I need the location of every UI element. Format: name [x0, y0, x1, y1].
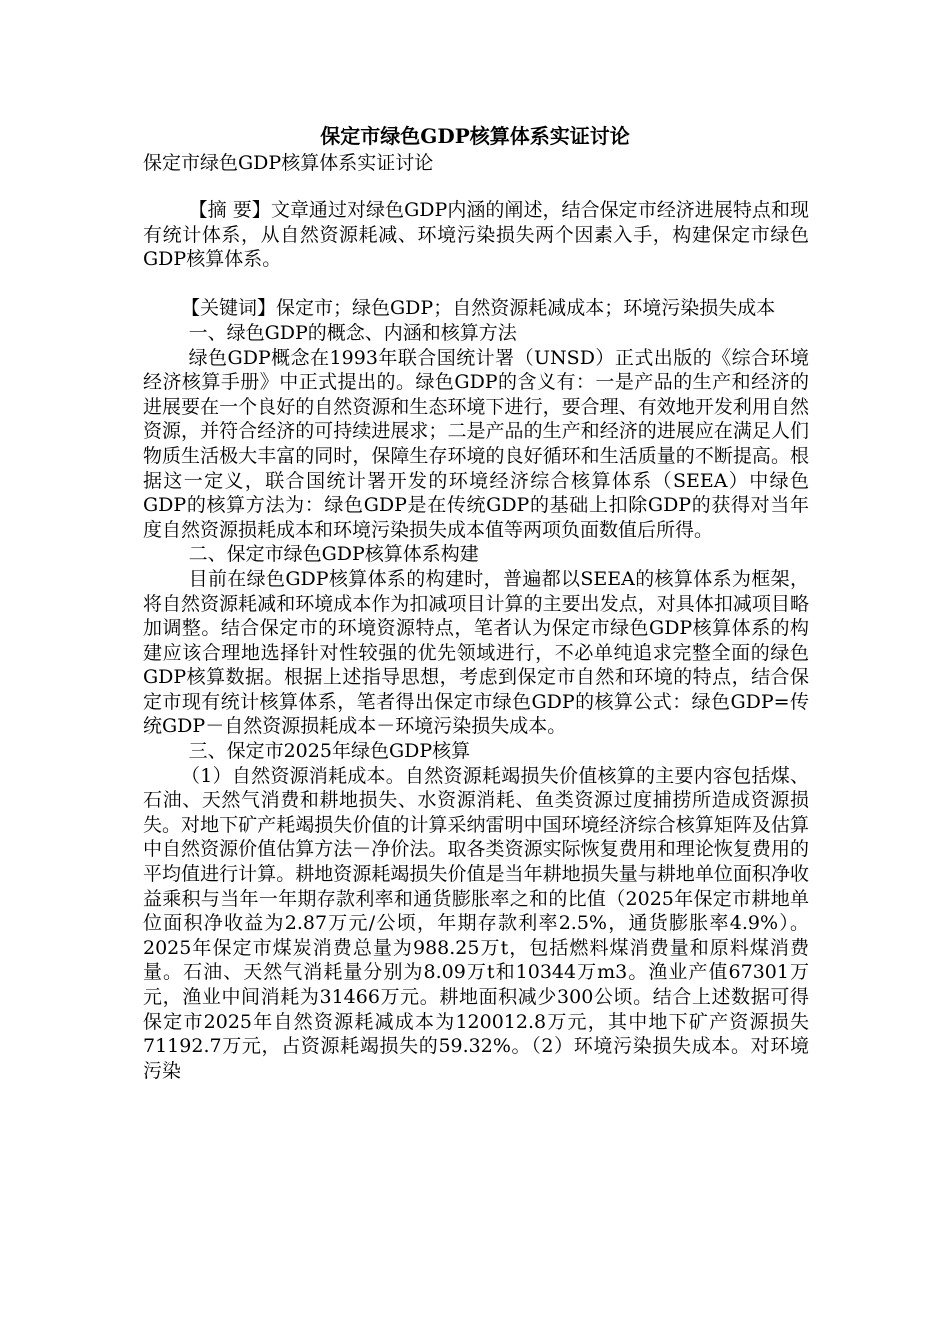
- section-heading-1: 一、绿色GDP的概念、内涵和核算方法: [188, 321, 517, 344]
- document-title: 保定市绿色GDP核算体系实证讨论: [320, 124, 630, 148]
- keywords-paragraph: 【关键词】保定市；绿色GDP；自然资源耗减成本；环境污染损失成本: [181, 297, 776, 320]
- section-body-3: （1）自然资源消耗成本。自然资源耗竭损失价值核算的主要内容包括煤、石油、天然气消费和耕地损失、水资源消耗、鱼类资源过度捕捞所造成资源损失。对地下矿产耗竭损失价值的计算采纳雷明中国环境经济综合核算矩阵及估算中自然资源价值估算方法－净价法。取各类资源实际恢复费用和理论恢复费用的平均值进行计算。耕地资源耗竭损失价值是当年耕地损失量与耕地单位面积净收益乘积与当年一年期存款利率和通货膨胀率之和的比值（2025年保定市耕地单位面积净收益为2.87万元/公顷，年期存款利率2.5%，通货膨胀率4.9%）。2025年保定市煤炭消费总量为988.25万t，包括燃料煤消费量和原料煤消费量。石油、天然气消耗量分别为8.09万t和10344万m3。渔业产值67301万元，渔业中间消耗为31466万元。耕地面积减少300公顷。结合上述数据可得保定市2025年自然资源耗减成本为120012.8万元，其中地下矿产资源损失71192.7万元，占资源耗竭损失的59.32%。（2）环境污染损失成本。对环境污染: [143, 764, 809, 1082]
- document-body: [143, 198, 809, 1083]
- section-body-1: 绿色GDP概念在1993年联合国统计署（UNSD）正式出版的《综合环境经济核算手册》中正式提出的。绿色GDP的含义有：一是产品的生产和经济的进展要在一个良好的自然资源和生态环境下进行，要合理、有效地开发利用自然资源，并符合经济的可持续进展求；二是产品的生产和经济的进展应在满足人们物质生活极大丰富的同时，保障生存环境的良好循环和生活质量的不断提高。根据这一定义，联合国统计署开发的环境经济综合核算体系（SEEA）中绿色GDP的核算方法为：绿色GDP是在传统GDP的基础上扣除GDP的获得对当年度自然资源损耗成本和环境污染损失成本值等两项负面数值后所得。: [143, 346, 809, 541]
- section-body-2: 目前在绿色GDP核算体系的构建时，普遍都以SEEA的核算体系为框架，将自然资源耗减和环境成本作为扣减项目计算的主要出发点，对具体扣减项目略加调整。结合保定市的环境资源特点，笔者认为保定市绿色GDP核算体系的构建应该合理地选择针对性较强的优先领域进行，不必单纯追求完整全面的绿色GDP核算数据。根据上述指导思想，考虑到保定市自然和环境的特点，结合保定市现有统计核算体系，笔者得出保定市绿色GDP的核算公式：绿色GDP=传统GDP－自然资源损耗成本－环境污染损失成本。: [143, 567, 809, 738]
- document-subtitle: 保定市绿色GDP核算体系实证讨论: [143, 152, 434, 174]
- abstract-paragraph: 【摘 要】文章通过对绿色GDP内涵的阐述，结合保定市经济进展特点和现有统计体系，从自然资源耗减、环境污染损失两个因素入手，构建保定市绿色GDP核算体系。: [143, 199, 809, 271]
- section-heading-3: 三、保定市2025年绿色GDP核算: [188, 740, 471, 763]
- section-heading-2: 二、保定市绿色GDP核算体系构建: [188, 543, 479, 566]
